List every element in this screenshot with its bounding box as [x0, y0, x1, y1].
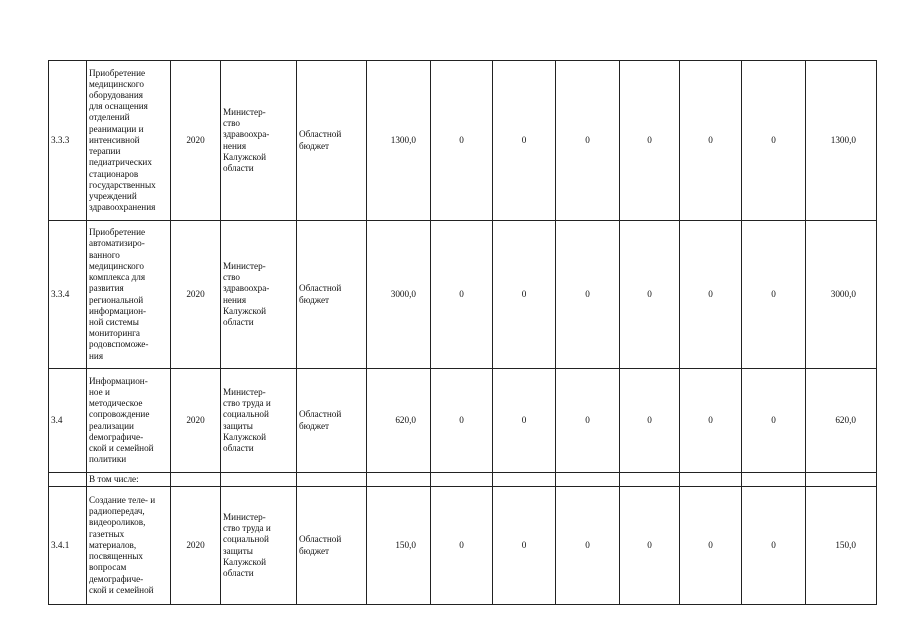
row-name-text: Приобретение автоматизиро- ванного медицинского комплекса для развития региональной информацион- ной системы мониторинга родовспоможе- ния: [89, 227, 149, 361]
row-value-text: 3000,0: [390, 288, 416, 299]
row-value: [367, 221, 431, 369]
row-value: [493, 369, 556, 473]
subheader-cell-text: В том числе:: [89, 473, 139, 484]
row-value: [806, 221, 877, 369]
row-value: [620, 61, 680, 221]
row-year: [171, 221, 221, 369]
row-value-text: 150,0: [395, 539, 416, 550]
row-value-text: 620,0: [395, 414, 416, 425]
row-source-text: Областной бюджет: [299, 283, 342, 305]
row-value-text: 0: [771, 539, 776, 550]
row-number: [49, 369, 87, 473]
row-value: [556, 369, 620, 473]
row-year: [171, 487, 221, 605]
row-value: [680, 61, 742, 221]
subheader-num-cell: [49, 473, 87, 487]
row-source-text: Областной бюджет: [299, 409, 342, 431]
row-name: [87, 221, 171, 369]
row-value: [742, 487, 806, 605]
row-source: [297, 369, 367, 473]
row-value: [620, 487, 680, 605]
row-value: [620, 221, 680, 369]
row-source: [297, 221, 367, 369]
row-value-text: 0: [771, 288, 776, 299]
row-value: [493, 61, 556, 221]
row-number: [49, 487, 87, 605]
row-value-text: 1300,0: [390, 134, 416, 145]
row-executor: [221, 487, 297, 605]
empty-cell: [171, 473, 221, 487]
row-value-text: 0: [521, 134, 527, 145]
row-value: [493, 487, 556, 605]
row-executor-text: Министер- ство труда и социальной защиты Калужской области: [223, 511, 271, 578]
empty-cell: [431, 473, 493, 487]
row-name: [87, 369, 171, 473]
row-number: [49, 221, 87, 369]
empty-cell: [556, 473, 620, 487]
row-value-text: 0: [771, 414, 776, 425]
row-value-text: 1300,0: [830, 134, 856, 145]
row-value-text: 0: [459, 539, 464, 550]
row-executor-text: Министер- ство труда и социальной защиты Калужской области: [223, 386, 271, 453]
subheader-cell: [87, 473, 171, 487]
empty-cell: [367, 473, 431, 487]
row-value: [493, 221, 556, 369]
row-value-text: 0: [521, 414, 527, 425]
row-value: [556, 487, 620, 605]
row-source: [297, 61, 367, 221]
row-value: [367, 487, 431, 605]
row-value: [367, 61, 431, 221]
row-value: [680, 369, 742, 473]
row-value: [742, 61, 806, 221]
row-value-text: 0: [708, 414, 713, 425]
table-row: [49, 473, 877, 487]
row-value-text: 0: [708, 539, 713, 550]
row-value-text: 0: [647, 288, 652, 299]
empty-cell: [680, 473, 742, 487]
row-value-text: 0: [585, 288, 590, 299]
row-value: [806, 369, 877, 473]
table-body: [49, 61, 877, 605]
row-value-text: 0: [708, 288, 713, 299]
row-number-text: 3.3.4: [51, 288, 70, 299]
row-number-text: 3.4: [51, 414, 63, 425]
empty-cell: [806, 473, 877, 487]
row-source: [297, 487, 367, 605]
row-value-text: 0: [585, 539, 590, 550]
row-value-text: 0: [771, 134, 776, 145]
row-value-text: 620,0: [835, 414, 856, 425]
row-number-text: 3.4.1: [51, 539, 70, 550]
row-value: [680, 487, 742, 605]
row-name: [87, 487, 171, 605]
row-executor: [221, 221, 297, 369]
row-number: [49, 61, 87, 221]
row-year: [171, 369, 221, 473]
budget-table: [48, 60, 877, 605]
row-source-text: Областной бюджет: [299, 534, 342, 556]
row-value: [620, 369, 680, 473]
row-executor-text: Министер- ство здравоохра- нения Калужской области: [223, 106, 270, 173]
row-value-text: 0: [647, 539, 652, 550]
row-year-text: 2020: [186, 414, 205, 425]
row-name-text: Создание теле- и радиопередач, видеороликов, газетных материалов, посвященных вопросам демографиче- ской и семейной: [89, 495, 156, 595]
row-value: [680, 221, 742, 369]
row-value: [742, 369, 806, 473]
empty-cell: [297, 473, 367, 487]
empty-cell: [493, 473, 556, 487]
table-row: [49, 487, 877, 605]
row-executor: [221, 369, 297, 473]
row-value-text: 0: [647, 134, 652, 145]
row-year: [171, 61, 221, 221]
row-year-text: 2020: [186, 539, 205, 550]
row-value: [431, 61, 493, 221]
table-row: [49, 221, 877, 369]
row-name-text: Приобретение медицинского оборудования для оснащения отделений реанимации и интенсивной терапии педиатрических стационаров государственных учреждений здравоохранения: [89, 67, 156, 213]
row-value: [806, 61, 877, 221]
row-value-text: 0: [521, 539, 527, 550]
row-value-text: 0: [585, 414, 590, 425]
row-value: [742, 221, 806, 369]
empty-cell: [620, 473, 680, 487]
row-value-text: 0: [459, 414, 464, 425]
row-value-text: 0: [585, 134, 590, 145]
row-executor-text: Министер- ство здравоохра- нения Калужской области: [223, 260, 270, 327]
row-value: [556, 61, 620, 221]
row-name: [87, 61, 171, 221]
row-value: [556, 221, 620, 369]
row-value: [431, 487, 493, 605]
row-value-text: 0: [459, 134, 464, 145]
row-value-text: 0: [521, 288, 527, 299]
row-value: [806, 487, 877, 605]
row-value-text: 0: [708, 134, 713, 145]
row-value: [431, 221, 493, 369]
table-row: [49, 61, 877, 221]
row-source-text: Областной бюджет: [299, 129, 342, 151]
row-value: [431, 369, 493, 473]
row-value-text: 150,0: [835, 539, 856, 550]
row-value-text: 3000,0: [830, 288, 856, 299]
empty-cell: [742, 473, 806, 487]
empty-cell: [221, 473, 297, 487]
table-row: [49, 369, 877, 473]
row-value-text: 0: [459, 288, 464, 299]
row-number-text: 3.3.3: [51, 134, 70, 145]
row-value-text: 0: [647, 414, 652, 425]
row-value: [367, 369, 431, 473]
row-executor: [221, 61, 297, 221]
row-year-text: 2020: [186, 288, 205, 299]
row-name-text: Информацион- ное и методическое сопровождение реализации dемографиче- ской и семейной политики: [89, 375, 154, 465]
row-year-text: 2020: [186, 134, 205, 145]
